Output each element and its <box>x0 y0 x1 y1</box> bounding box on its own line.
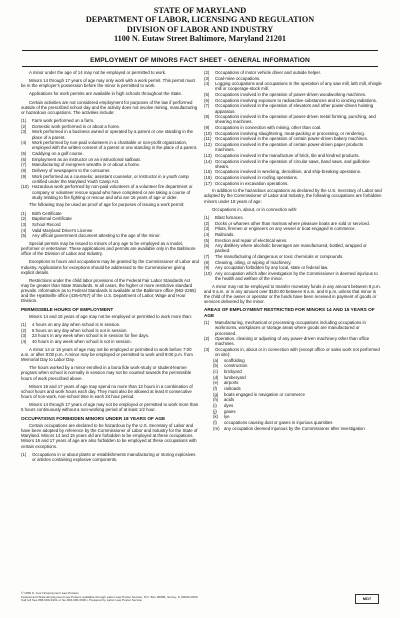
list-item <box>204 336 382 346</box>
list-item-text: acids <box>224 397 235 403</box>
list-item-number: (4) <box>21 227 27 233</box>
list-item <box>204 420 382 425</box>
list-item <box>204 92 382 97</box>
list-item <box>204 175 382 180</box>
list-item <box>204 380 382 385</box>
list-item-number: (5) <box>204 92 210 98</box>
list-item-number: (5) <box>21 151 27 157</box>
right-column <box>204 70 382 431</box>
footer-line: Federal and State Employment Law Posters available through Labor Law Poster Service, P.O. Box 90986, Surrey, IL 00000-0000 <box>21 594 198 599</box>
list-item <box>204 363 382 368</box>
list-item-text: Occupations in connection with mining, other than coal. <box>215 125 322 131</box>
list-item <box>204 136 382 141</box>
list-item-text: Any occupation forbidden by any local, state or federal law. <box>215 265 329 271</box>
list-item <box>21 151 199 156</box>
list-item <box>204 375 382 380</box>
list-item-number: (10) <box>21 184 29 190</box>
list-item <box>204 254 382 259</box>
list-item-number: (2) <box>204 336 210 342</box>
list-item-text: Occupations of motor vehicle driver and outside helper. <box>215 70 321 75</box>
form-code-badge: MD7 <box>355 594 379 604</box>
list-item <box>204 260 382 265</box>
list-item <box>204 358 382 363</box>
list-item-text: Occupations involved in the operation of circular saws, band saws, and guillotine shears. <box>215 158 370 169</box>
list-item-number: (a) <box>213 357 219 363</box>
list-item <box>204 397 382 402</box>
list-item <box>21 228 199 233</box>
paragraph: The following may be used as proof of age for purposes of issuing a work permit: <box>29 202 185 208</box>
list-item-number: (11) <box>204 136 212 142</box>
list-item-text: Pilots, firemen or engineers on any vessel or boat engaged in commerce. <box>215 226 356 232</box>
address: 1100 N. Eutaw Street Baltimore, Maryland 21201 <box>113 33 287 43</box>
paragraph: Exceptions to hours and occupations may be granted by the Commissioner of Labor and Industry. Applications for exceptions should be addressed to the Commissioner giving explicit details. <box>21 259 199 275</box>
list-item-number: (2) <box>21 327 27 333</box>
list-item-text: dyes <box>224 403 234 409</box>
list-item <box>21 222 199 227</box>
paragraph: Special permits may be issued to minors of any age to be employed as a model, performer or entertainer. These applications and permits are available only in the Baltimore office of the Division of Labor and Industry. <box>21 240 196 257</box>
list-item-number: (2) <box>21 123 27 129</box>
list-item-text: Occupations involved in the operation of power-driven woodworking machines. <box>215 92 367 98</box>
paragraph: A minor under the age of 14 may not be employed or permitted to work. <box>29 70 167 75</box>
list-item-number: (2) <box>204 70 210 75</box>
paragraph: Certain activities are not considered employment for purposes of the law if performed outside of the prescribed school day and the activity does not involve mining, manufacturing or hazardous occupations. The activities include: <box>21 99 198 115</box>
list-item-text: Logging occupations and occupations in the operation of any saw mill, lath mill, shingle mill or cooperage-stock mill. <box>215 81 382 92</box>
list-item-text: Coal-mine occupations. <box>215 75 261 81</box>
list-item-number: (8) <box>21 168 27 173</box>
list-item <box>21 333 199 338</box>
list-item-number: (17) <box>204 180 212 186</box>
list-item-text: Work performed in a business owned or operated by a parent or one standing in the place of a parent. <box>32 129 193 140</box>
list-item-number: (1) <box>21 451 27 457</box>
list-item-number: (e) <box>213 380 219 386</box>
list-item-number: (9) <box>204 265 210 271</box>
state-name: STATE OF MARYLAND <box>153 5 247 15</box>
list-item-text: occupations causing dust or gases in injurious quantities <box>224 420 333 426</box>
title-rule-top <box>22 50 378 51</box>
additional-forbidden-list <box>204 215 382 281</box>
paragraph: The hours worked by a minor enrolled in a bona fide work-study or student-learner program when school is normally in session may not be counted towards the permissible hours of work prescribed above. <box>21 365 192 381</box>
activities-list <box>21 118 199 200</box>
paragraph: A minor 14 or 15 years of age may not be employed or permitted to work before 7:00 a.m. or after 8:00 p.m. A minor may be employed or permitted to work until 9:00 p.m. from Memorial Day to Labor Day. <box>21 346 193 363</box>
list-item <box>204 320 382 335</box>
list-item-number: (8) <box>204 114 210 120</box>
list-item <box>21 184 199 199</box>
list-item-text: Occupations involved in wrecking, demolition, and ship-breaking operations. <box>215 169 362 175</box>
list-item-text: Occupations in or about plants or establishments manufacturing or storing explosives or articles containing explosive components. <box>32 451 196 462</box>
list-item-number: (13) <box>204 152 212 158</box>
list-item <box>204 142 382 152</box>
list-item <box>21 452 199 462</box>
list-item-text: Occupations involving slaughtering, meat-packing or processing, or rendering. <box>215 130 365 136</box>
paragraph: Certain occupations are declared to be hazardous by the U.S. Secretary of Labor and have been adopted by reference by the Commissioner of Labor and Industry for the State of Maryland. Minors 14 and 15 years old are forbidden to be employed at these occupations. Minors 16 and 17 years of age are also forbidden to be employed at these occupations with certain exceptions. <box>21 422 198 449</box>
list-item <box>204 426 382 431</box>
list-item-number: (1) <box>21 118 27 124</box>
list-item <box>204 386 382 391</box>
list-item-text: Occupations involved in the manufacture of brick, tile and kindred products. <box>215 152 360 158</box>
list-item-number: (1) <box>21 210 27 216</box>
list-item <box>204 271 382 281</box>
list-item-number: (2) <box>204 220 210 226</box>
hours-list <box>21 322 199 344</box>
list-item-text: Occupations involved in the operation of power-driven metal forming, punching, and shearing machines. <box>215 114 376 125</box>
paragraph: In addition to the hazardous occupations as declared by the U.S. Secretary of Labor and adopted by the Commissioner of Labor and Industry, the following occupations are forbidden minors under 18 years of age: <box>204 188 382 204</box>
footer-line: Call toll free 888-999-9191 or fax 800-000-0000 • Prepared by Labor Law Poster Service <box>21 598 143 603</box>
list-item-number: (3) <box>21 333 27 339</box>
list-item-number: (6) <box>204 97 210 103</box>
list-item-text: brickyard <box>224 369 242 375</box>
list-item-number: (f) <box>213 386 218 392</box>
list-item <box>21 322 199 327</box>
list-item-number: (l) <box>213 420 217 426</box>
list-item-number: (h) <box>213 397 219 403</box>
list-item <box>204 243 382 253</box>
list-item <box>21 168 199 173</box>
list-item-number: (j) <box>213 408 217 414</box>
list-item-text: Caddying on a golf course. <box>32 151 84 157</box>
list-item-number: (4) <box>204 231 210 237</box>
list-item-number: (1) <box>204 320 210 326</box>
list-item-text: gases <box>224 408 236 414</box>
list-item-text: airports <box>224 380 239 386</box>
list-item-number: (8) <box>204 259 210 265</box>
list-item-text: Work performed as a counselor, assistant counselor, or instructor in a youth camp certified under the Maryland Youth Camp Act. <box>32 173 189 184</box>
list-item-text: Manufacturing, mechanical or processing occupations including occupations in workrooms, workplaces or storage areas where goods are manufactured or processed. <box>215 320 366 336</box>
list-item <box>204 392 382 397</box>
list-item-text: 4 hours on any day when school is in session. <box>32 322 121 328</box>
paragraph: Applications for work permits are available in high schools throughout the State. <box>29 91 183 97</box>
list-item <box>21 174 199 184</box>
list-item-number: (4) <box>21 140 27 146</box>
list-item <box>204 181 382 186</box>
list-item-text: lye <box>224 414 230 420</box>
list-item-number: (1) <box>204 214 210 220</box>
list-item <box>204 70 382 75</box>
list-item <box>21 233 199 238</box>
list-item-text: Occupations involved in the operation of certain power-driven paper products machines. <box>215 142 364 153</box>
list-item-number: (3) <box>204 226 210 232</box>
list-item-number: (6) <box>21 156 27 162</box>
list-item-number: (9) <box>204 125 210 131</box>
letterhead <box>0 6 400 43</box>
list-item <box>204 265 382 270</box>
list-item-number: (i) <box>213 403 217 409</box>
list-item-text: Erection and repair of electrical wires. <box>215 237 288 243</box>
list-item-text: 23 hours in any week when school is in session for five days. <box>32 333 150 339</box>
list-item-number: (15) <box>204 169 212 175</box>
paragraph: Minors 16 and 17 years of age may spend no more than 12 hours in a combination of school hours and work hours each day. They must also be allowed at least 8 consecutive hours of non-work, non-school time in each 24 hour period. <box>21 383 193 400</box>
section-heading: OCCUPATIONS FORBIDDEN MINORS UNDER 18 YEARS OF AGE <box>21 415 166 421</box>
list-item-number: (3) <box>21 129 27 135</box>
list-item-number: (b) <box>213 363 219 369</box>
list-item-number: (7) <box>204 103 210 109</box>
list-item-text: Birth Certificate <box>32 210 62 216</box>
list-item <box>204 131 382 136</box>
list-item <box>21 328 199 333</box>
list-item-text: Blast furnaces. <box>215 214 244 220</box>
list-item <box>204 103 382 113</box>
page-title: EMPLOYMENT OF MINORS FACT SHEET - GENERAL INFORMATION <box>90 57 310 64</box>
list-item <box>204 232 382 237</box>
department-name: DEPARTMENT OF LABOR, LICENSING AND REGULATION <box>85 15 315 25</box>
list-item-text: Occupations in, about or in connection with (except office or sales work not performed on site): <box>215 347 380 358</box>
list-item-text: Work performed by non-paid volunteers in a charitable or non-profit organization, employed with the written consent of a parent or one standing in the place of a parent. <box>32 140 198 151</box>
list-item <box>204 169 382 174</box>
list-item <box>204 81 382 91</box>
list-item-number: (12) <box>204 142 212 148</box>
list-item-text: Any occupation which after investigation by the Commissioner is deemed injurious to the health and welfare of the minor. <box>215 270 378 282</box>
list-item-text: Docks or wharves other than marinas where pleasure boats are sold or serviced. <box>215 220 371 226</box>
list-item <box>204 238 382 243</box>
list-item-number: (3) <box>204 75 210 81</box>
list-item <box>21 129 199 139</box>
list-item <box>204 153 382 158</box>
restricted-sub-list <box>204 358 382 431</box>
list-item-number: (9) <box>21 173 27 179</box>
list-item-text: boats engaged in navigation or commerce <box>224 391 305 397</box>
list-item-text: Cleaning, oiling, or wiping of machinery. <box>215 259 292 265</box>
footer-line: © 1996 S. Gov't Employment Law Posters <box>21 591 79 595</box>
forbidden-list <box>204 70 382 186</box>
list-item-number: (g) <box>213 391 219 397</box>
list-item-text: Manufacturing of evergreen wreaths in or about a home. <box>32 162 141 168</box>
list-item <box>21 211 199 216</box>
title-rule-bottom <box>22 66 378 67</box>
division-name: DIVISION OF LABOR AND INDUSTRY <box>126 24 274 34</box>
list-item-text: railroads <box>224 386 241 392</box>
list-item-text: Any distillery where alcoholic beverages are manufactured, bottled, wrapped or packed. <box>215 243 367 254</box>
list-item-text: Occupations involved in the operation of elevators and other power-driven hoisting apparatus. <box>215 103 374 114</box>
list-item-text: Employment as an instructor on an instructional sailboat. <box>32 156 141 162</box>
list-item-text: Occupations involved in roofing operations. <box>215 174 299 180</box>
list-item-number: (c) <box>213 369 219 375</box>
paragraph: Minors 14 through 17 years of age may only work with a work permit. This permit must be in the employer's possession before the minor is permitted to work. <box>21 78 195 89</box>
list-item <box>21 118 199 123</box>
list-item-number: (7) <box>204 254 210 259</box>
list-item <box>204 114 382 124</box>
list-item-text: Railroads. <box>215 231 235 237</box>
list-item-text: Domestic work performed in or about a home. <box>32 123 121 129</box>
footer-credits <box>21 592 351 603</box>
list-item-text: Hazardous work performed by non-paid volunteers of a volunteer fire department or company or volunteer rescue squad who have completed or are taking a course of study relating to fire fighting or rescue and who are 16 years of age or older. <box>32 184 193 200</box>
proof-of-age-list <box>21 211 199 239</box>
section-heading: PERMISSIBLE HOURS OF EMPLOYMENT <box>21 306 114 312</box>
list-item-text: Delivery of newspapers to the consumer. <box>32 168 111 173</box>
list-item-text: Occupations involving exposure to radioactive substances and to ionizing radiations. <box>215 97 378 103</box>
list-item-number: (4) <box>21 339 27 345</box>
list-item-text: lumberyard <box>224 374 246 380</box>
list-item <box>204 369 382 374</box>
list-item-text: Operation, cleaning or adjusting of any power-driven machinery other than office machines. <box>215 336 370 347</box>
list-item <box>204 414 382 419</box>
list-item-text: School Record <box>32 221 61 227</box>
list-item-number: (k) <box>213 414 219 420</box>
list-item-number: (5) <box>21 233 27 239</box>
list-item-text: Occupations in excavation operations. <box>215 180 289 186</box>
section-heading: AREAS OF EMPLOYMENT RESTRICTED FOR MINORS 14 AND 15 YEARS OF AGE <box>204 307 375 318</box>
paragraph: Occupations in, about, or in connection with: <box>212 206 298 212</box>
list-item-number: (16) <box>204 174 212 180</box>
list-item-text: Valid Maryland Driver's License <box>32 227 93 233</box>
list-item-number: (2) <box>21 216 27 222</box>
list-item <box>204 159 382 169</box>
list-item-text: Baptismal Certificate <box>32 216 72 222</box>
forbidden-list-start <box>21 452 199 462</box>
list-item <box>204 403 382 408</box>
list-item <box>21 157 199 162</box>
list-item <box>204 226 382 231</box>
list-item <box>204 221 382 226</box>
list-item-text: Any official government document attesting to the age of the minor. <box>32 233 161 239</box>
paragraph: Minors 14 and 15 years of age may not be employed or permitted to work more than: <box>29 314 192 319</box>
list-item-number: (4) <box>204 81 210 87</box>
list-item-number: (d) <box>213 374 219 380</box>
list-item-text: any occupation deemed injurious by the Commissioner after investigation <box>224 425 365 431</box>
list-item-text: scaffolding <box>224 357 245 363</box>
list-item-text: 8 hours on any day when school is not in session. <box>32 327 128 333</box>
list-item <box>21 162 199 167</box>
list-item-number: (10) <box>204 270 212 276</box>
list-item-text: 40 hours in any week when school is not in session. <box>32 339 132 345</box>
list-item-text: Farm work performed on a farm. <box>32 118 95 124</box>
list-item-number: (10) <box>204 130 212 136</box>
list-item-number: (6) <box>204 243 210 249</box>
list-item <box>204 215 382 220</box>
list-item <box>204 76 382 81</box>
list-item-number: (7) <box>21 162 27 168</box>
list-item-text: Occupations involved in the operation of certain power-driven bakery machines. <box>215 136 369 142</box>
list-item <box>21 216 199 221</box>
list-item-text: construction <box>224 363 248 369</box>
list-item <box>204 347 382 357</box>
left-column <box>21 70 199 463</box>
list-item <box>204 125 382 130</box>
list-item <box>204 98 382 103</box>
list-item-number: (m) <box>213 425 220 431</box>
list-item-number: (5) <box>204 237 210 243</box>
list-item <box>21 339 199 344</box>
list-item-number: (14) <box>204 158 212 164</box>
list-item <box>21 124 199 129</box>
list-item <box>204 409 382 414</box>
restricted-list <box>204 320 382 357</box>
list-item <box>21 140 199 150</box>
list-item-number: (3) <box>204 347 210 352</box>
paragraph: Minors 14 through 17 years of age may not be employed or permitted to work more than 5 hours continuously without a non-working period of at least 1/2 hour. <box>21 402 199 413</box>
paragraph: A minor may not be employed to transfer monetary funds in any amount between 8 p.m. and 8 a.m. or in any amount over $100.00 between 8 a.m. and 8 p.m. unless that minor is the child of the owner or operator or the funds have been received in payment of goods or services delivered by the minor. <box>204 283 381 305</box>
list-item-number: (3) <box>21 221 27 227</box>
list-item-text: The manufacturing of dangerous or toxic chemicals or compounds. <box>215 254 344 259</box>
list-item-number: (1) <box>21 322 27 328</box>
paragraph: Restrictions under the child labor provisions of the Federal Fair Labor Standards Act may be greater than State Standards. In all cases, the higher or more restrictive standard prevails. Information as to Federal Standards is available at the Baltimore office (962-2265) and the Hyattsville office (436-6767) of the U.S. Department of Labor, Wage and Hour Division. <box>21 277 196 304</box>
